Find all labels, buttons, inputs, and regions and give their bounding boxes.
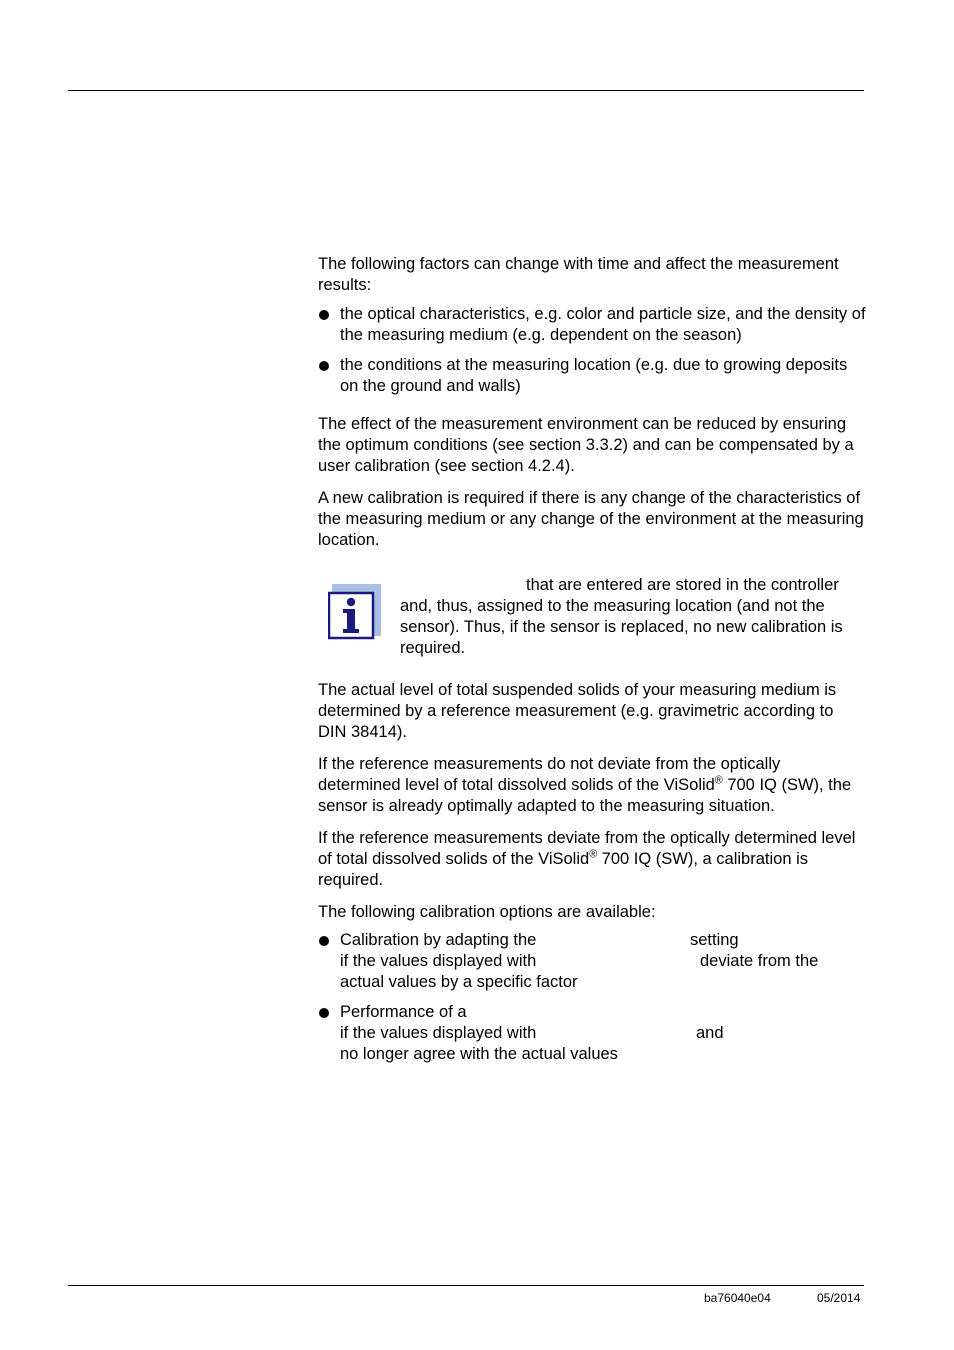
option2-line2-start: if the values displayed with	[340, 1024, 537, 1042]
list-item	[318, 355, 866, 397]
bullet-icon	[319, 361, 329, 371]
deviate-paragraph	[318, 828, 866, 891]
list-item	[318, 304, 866, 346]
list-item	[318, 930, 866, 993]
no-deviate-text-end: 700 IQ (SW), the sensor is already optimally adapted to the measuring situation.	[318, 776, 852, 815]
list-item	[318, 1002, 866, 1065]
option2-line1: Performance of a	[340, 1003, 467, 1021]
new-calibration-paragraph: A new calibration is required if there is any change of the characteristics of the measuring medium or any change of the environment at the measuring location.	[318, 489, 864, 549]
option1-line3: actual values by a specific factor	[340, 973, 578, 991]
bullet-text: the conditions at the measuring location (e.g. due to growing deposits on the ground and walls)	[340, 356, 848, 395]
effect-paragraph: The effect of the measurement environment can be reduced by ensuring the optimum conditions (see section 3.3.2) and can be compensated by a user calibration (see section 4.2.4).	[318, 415, 854, 475]
bullet-icon	[319, 310, 329, 320]
option1-line1-start: Calibration by adapting the	[340, 931, 537, 949]
footer-rule	[68, 1285, 864, 1286]
bullet-icon	[319, 936, 329, 946]
info-icon	[328, 584, 381, 640]
option2-line3: no longer agree with the actual values	[340, 1045, 618, 1063]
option1-line2-start: if the values displayed with	[340, 952, 537, 970]
registered-mark: ®	[714, 774, 723, 787]
option1-line2-end: deviate from the	[700, 952, 819, 970]
deviate-text-end: 700 IQ (SW), a calibration is required.	[318, 850, 809, 889]
header-rule	[68, 90, 864, 91]
bullet-icon	[319, 1008, 329, 1018]
no-deviate-text-start: If the reference measurements do not deviate from the optically determined level of total dissolved solids of the ViSolid	[318, 755, 781, 794]
deviate-text-start: If the reference measurements deviate from the optically determined level of total dissolved solids of the ViSolid	[318, 829, 856, 868]
no-deviate-paragraph	[318, 754, 866, 817]
footer-document-number: ba76040e04	[704, 1291, 771, 1305]
options-intro: The following calibration options are available:	[318, 903, 656, 921]
intro-paragraph: The following factors can change with time and affect the measurement results:	[318, 255, 839, 294]
actual-level-paragraph: The actual level of total suspended solids of your measuring medium is determined by a reference measurement (e.g. gravimetric according to DIN 38414).	[318, 681, 837, 741]
option2-line2-end: and	[696, 1024, 724, 1042]
note-rest: and, thus, assigned to the measuring location (and not the sensor). Thus, if the sensor is replaced, no new calibration is required.	[400, 597, 843, 657]
note-first-line: that are entered are stored in the controller	[526, 576, 839, 594]
option1-line1-end: setting	[690, 931, 739, 949]
footer-date: 05/2014	[817, 1291, 861, 1305]
note-text	[400, 575, 860, 659]
bullet-text: the optical characteristics, e.g. color and particle size, and the density of the measuring medium (e.g. dependent on the season)	[340, 305, 866, 344]
registered-mark: ®	[589, 848, 598, 861]
